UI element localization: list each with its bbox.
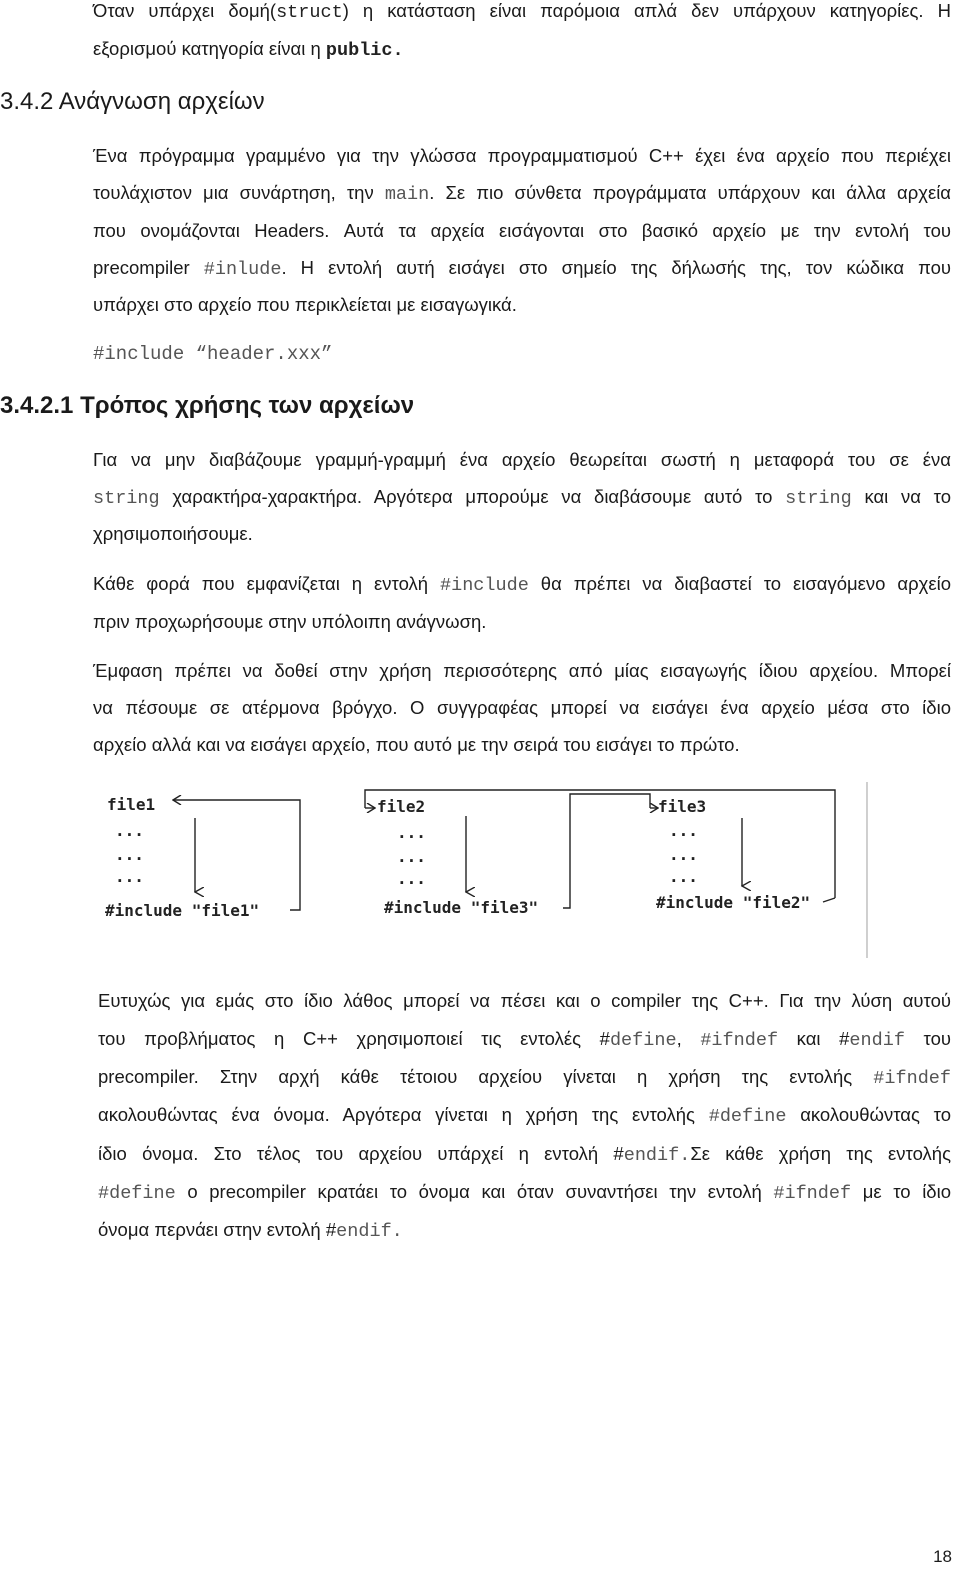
code-ifndef: #ifndef [873, 1068, 951, 1089]
diagram-dots: ... [115, 821, 144, 840]
section-heading-3-4-2-1: 3.4.2.1 Τρόπος χρήσης των αρχείων [0, 392, 415, 419]
diagram-file1-block [105, 795, 300, 920]
paragraph-text: , [676, 1028, 701, 1049]
diagram-connector [570, 794, 650, 888]
code-string: string [93, 488, 160, 509]
diagram-file2-include: #include "file3" [384, 898, 539, 917]
paragraph-text: precompiler. Στην αρχή κάθε τέτοιου αρχείου γίνεται η χρήση της εντολής [98, 1066, 874, 1087]
intro-text: Όταν υπάρχει δομή( [93, 0, 277, 21]
intro-text: ) η κατάσταση είναι παρόμοια απλά δεν υπάρχουν κατηγορίες. Η [342, 0, 952, 21]
paragraph-text: . Σε πιο σύνθετα προγράμματα υπάρχουν και άλλα αρχεία [429, 182, 951, 203]
sec342-line-4 [93, 257, 951, 281]
paragraph-text: αρχείο αλλά και να εισάγει αρχείο, που αυτό με την σειρά του εισάγει το πρώτο. [93, 734, 740, 755]
paragraph-text: όνομα περνάει στην εντολή # [98, 1219, 337, 1240]
diagram-connector [563, 888, 570, 908]
code-endif: endif. [336, 1221, 403, 1242]
paragraph-text: Έμφαση πρέπει να δοθεί στην χρήση περισσότερης από μίας εισαγωγής ίδιου αρχείου. Μπορεί [93, 660, 951, 681]
diagram-dots: ... [115, 867, 144, 886]
paragraph-text: τουλάχιστον μια συνάρτηση, την [93, 182, 385, 203]
paragraph-text: με το ίδιο [851, 1181, 952, 1202]
page-number: 18 [933, 1547, 952, 1566]
code-main: main [384, 184, 430, 205]
paragraph-text: Ευτυχώς για εμάς στο ίδιο λάθος μπορεί να πέσει και ο compiler της C++. Για την λύση αυτού [98, 990, 951, 1011]
sec3421-p1-line-1 [93, 449, 951, 471]
paragraph-text: ίδιο όνομα. Στο τέλος του αρχείου υπάρχεί η εντολή # [98, 1143, 624, 1164]
paragraph-text: πριν προχωρήσουμε στην υπόλοιπη ανάγνωση. [93, 611, 487, 632]
diagram-dots: ... [397, 869, 426, 888]
sec342-line-2 [93, 182, 951, 206]
paragraph-text: να πέσουμε σε ατέρμονα βρόγχο. Ο συγγραφέας μπορεί να εισάγει ένα αρχείο μέσα στο ίδιο [93, 697, 951, 718]
p4-line-7 [98, 1219, 403, 1243]
sec3421-p3-line-2 [93, 697, 951, 719]
diagram-file3-include: #include "file2" [656, 893, 811, 912]
intro-line-1 [93, 0, 951, 24]
intro-text: εξορισμού κατηγορία είναι η [93, 38, 326, 59]
diagram-file3-name: file3 [658, 797, 707, 816]
paragraph-text: precompiler [93, 257, 204, 278]
p4-line-3 [98, 1066, 951, 1090]
diagram-file1-name: file1 [107, 795, 156, 814]
code-define: #define [98, 1183, 176, 1204]
p4-line-6 [98, 1181, 951, 1205]
diagram-dots: ... [397, 823, 426, 842]
code-ifndef: #ifndef [773, 1183, 852, 1204]
sec3421-p2-line-2 [93, 611, 486, 633]
paragraph-text: ο precompiler κρατάει το όνομα και όταν συναντήσει την εντολή [175, 1181, 774, 1202]
paragraph-text: υπάρχει στο αρχείο που περικλείεται με εισαγωγικά. [93, 294, 517, 315]
paragraph-text: Σε κάθε χρήση της εντολής [690, 1143, 951, 1164]
code-define: define [609, 1030, 677, 1051]
paragraph-text: θα πρέπει να διαβαστεί το εισαγόμενο αρχείο [528, 573, 951, 594]
sec342-line-5 [93, 294, 517, 316]
paragraph-text: χαρακτήρα-χαρακτήρα. Αργότερα μπορούμε να διαβάσουμε αυτό το [159, 486, 786, 507]
intro-line-2 [93, 38, 404, 62]
sec342-line-3 [93, 220, 951, 242]
diagram-dots: ... [397, 847, 426, 866]
paragraph-text: . Η εντολή αυτή εισάγει στο σημείο της δήλωσής της, τον κώδικα που [281, 257, 952, 278]
paragraph-text: ακολουθώντας ένα όνομα. Αργότερα γίνεται η χρήση της εντολής [98, 1104, 709, 1125]
sec3421-p3-line-3 [93, 734, 740, 756]
code-struct: struct [276, 2, 343, 23]
section-heading-3-4-2: 3.4.2 Ανάγνωση αρχείων [0, 88, 265, 115]
code-public: public. [325, 40, 404, 61]
code-endif: endif [849, 1030, 905, 1051]
sec342-line-1 [93, 145, 951, 167]
paragraph-text: Για να μην διαβάζουμε γραμμή-γραμμή ένα αρχείο θεωρείται σωστή η μεταφορά του σε ένα [93, 449, 951, 470]
sec3421-p2-line-1 [93, 573, 951, 597]
code-inlude: #inlude [203, 259, 282, 280]
diagram-arrow-loop [173, 800, 300, 910]
code-include-header: #include “header.xxx” [93, 343, 333, 365]
code-string: string [785, 488, 852, 509]
paragraph-text: χρησιμοποιήσουμε. [93, 523, 253, 544]
p4-line-4 [98, 1104, 951, 1128]
p4-line-5 [98, 1143, 951, 1167]
diagram-dots: ... [669, 821, 698, 840]
diagram-dots: ... [669, 867, 698, 886]
include-cycle-diagram [95, 778, 885, 958]
paragraph-text: του [904, 1028, 952, 1049]
paragraph-text: του προβλήματος η C++ χρησιμοποιεί τις εντολές # [98, 1028, 610, 1049]
diagram-connector [823, 898, 835, 902]
paragraph-text: Κάθε φορά που εμφανίζεται η εντολή [93, 573, 440, 594]
paragraph-text: ακολουθώντας το [786, 1104, 951, 1125]
diagram-dots: ... [669, 845, 698, 864]
code-ifndef: #ifndef [700, 1030, 779, 1051]
code-include: #include [440, 575, 529, 596]
paragraph-text: που ονομάζονται Headers. Αυτά τα αρχεία εισάγονται στο βασικό αρχείο με την εντολή του [93, 220, 951, 241]
paragraph-text: Ένα πρόγραμμα γραμμένο για την γλώσσα προγραμματισμού C++ έχει ένα αρχείο που περιέχει [93, 145, 951, 166]
diagram-dots: ... [115, 845, 144, 864]
diagram-connector-top [365, 790, 835, 898]
diagram-file1-include: #include "file1" [105, 901, 260, 920]
code-endif: endif. [623, 1145, 691, 1166]
sec3421-p1-line-2 [93, 486, 951, 510]
diagram-file2-name: file2 [377, 797, 426, 816]
p4-line-1 [98, 990, 951, 1012]
paragraph-text: και # [778, 1028, 850, 1049]
paragraph-text: και να το [851, 486, 951, 507]
p4-line-2 [98, 1028, 951, 1052]
sec3421-p1-line-3 [93, 523, 253, 545]
sec3421-p3-line-1 [93, 660, 951, 682]
code-define: #define [708, 1106, 787, 1127]
